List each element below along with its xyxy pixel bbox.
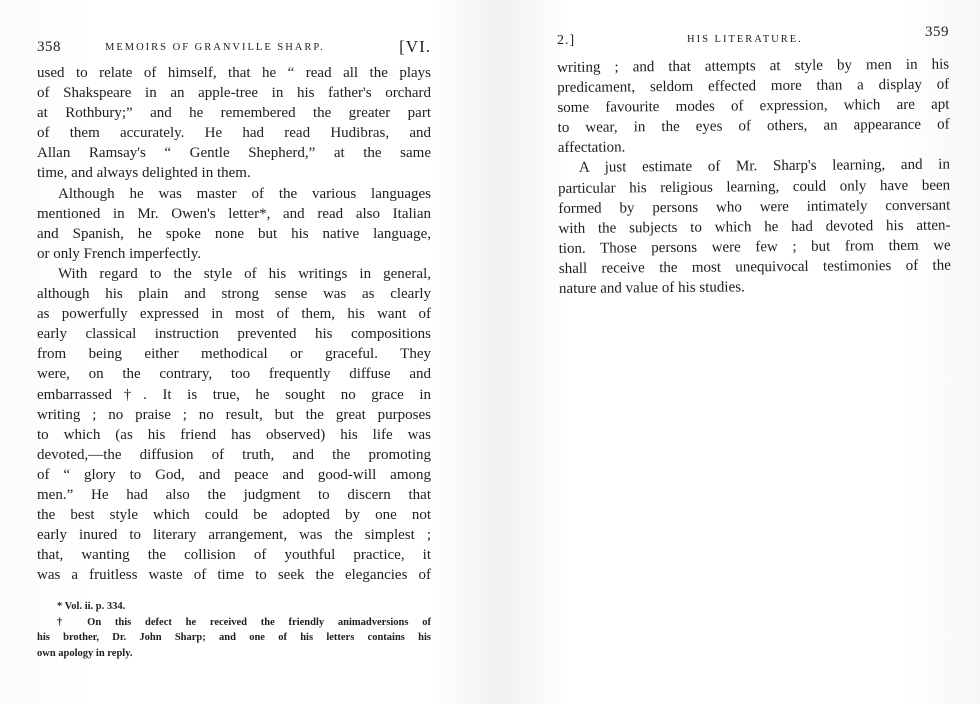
text-line: Allan Ramsay's “ Gentle Shepherd,” at the same [37, 145, 431, 162]
page-body-text [37, 63, 431, 585]
text-line: were, on the contrary, too frequently diffuse and [37, 366, 431, 383]
running-title: MEMOIRS OF GRANVILLE SHARP. [105, 42, 325, 53]
text-line: time, and always delighted in them. [37, 165, 251, 182]
text-line: from being either methodical or graceful. They [37, 346, 431, 363]
text-line: writing ; and that attempts at style by men in his [557, 56, 950, 76]
text-line: nature and value of his studies. [558, 279, 745, 298]
text-line: formed by persons who were intimately conversant [558, 197, 951, 217]
text-line: to wear, in the eyes of others, an appearance of [557, 116, 950, 137]
text-line: some favourite modes of expression, which are apt [557, 96, 950, 117]
text-line: mentioned in Mr. Owen's letter*, and read also Italian [37, 205, 431, 222]
footnote-line: * Vol. ii. p. 334. [57, 601, 126, 612]
text-line: early classical instruction prevented his compositions [37, 326, 431, 343]
text-line: to which (as his friend has observed) his life was [37, 426, 431, 443]
text-line: at Rothbury;” and he remembered the greater part [37, 105, 431, 122]
text-line: predicament, seldom effected more than a display of [557, 76, 950, 97]
footnotes [37, 599, 431, 661]
page-header [37, 38, 431, 60]
page-number: 358 [37, 39, 61, 55]
text-line: as powerfully expressed in most of them, his want of [37, 306, 431, 323]
footnote-line: own apology in reply. [37, 647, 133, 659]
text-line: although his plain and strong sense was as clearly [37, 286, 431, 303]
text-line: devoted,—the diffusion of truth, and the promoting [37, 446, 431, 463]
text-line: the best style which could be adopted by one not [37, 507, 431, 524]
chapter-mark: [VI. [399, 37, 431, 56]
text-line: tion. Those persons were few ; but from them we [558, 237, 951, 257]
text-line: A just estimate of Mr. Sharp's learning, and in [578, 157, 951, 177]
page-body-text [557, 55, 951, 300]
text-line: and Spanish, he spoke none but his native language, [37, 225, 431, 242]
text-line: of Shakspeare in an apple-tree in his father's orchard [37, 85, 431, 102]
chapter-mark: 2.] [557, 33, 576, 48]
text-line: particular his religious learning, could only have been [558, 177, 951, 197]
text-line: writing ; no praise ; no result, but the great purposes [37, 406, 431, 423]
text-line: of them accurately. He had read Hudibras, and [37, 125, 431, 142]
text-line: or only French imperfectly. [37, 245, 201, 262]
text-line: affectation. [557, 139, 626, 157]
text-line: Although he was master of the various languages [58, 185, 431, 202]
page-number: 359 [925, 24, 949, 40]
text-line: was a fruitless waste of time to seek the elegancies of [37, 567, 431, 584]
text-line: With regard to the style of his writings in general, [58, 265, 431, 282]
text-line: early inured to literary arrangement, was the simplest ; [37, 527, 431, 544]
footnote-line: † On this defect he received the friendly animadversions of [57, 616, 431, 628]
text-line: of “ glory to God, and peace and good-will among [37, 466, 431, 483]
page-header [557, 24, 949, 54]
text-line: embarrassed†. It is true, he sought no grace in [37, 386, 431, 403]
text-line: shall receive the most unequivocal testimonies of the [558, 257, 951, 277]
text-line: men.” He had also the judgment to discern that [37, 486, 431, 503]
text-line: that, wanting the collision of youthful practice, it [37, 547, 431, 564]
text-line: used to relate of himself, that he “ read all the plays [37, 65, 431, 81]
footnote-line: his brother, Dr. John Sharp; and one of his letters contains his [37, 632, 431, 644]
running-title: HIS LITERATURE. [687, 34, 803, 45]
text-line: with the subjects to which he had devoted his atten- [558, 217, 951, 237]
